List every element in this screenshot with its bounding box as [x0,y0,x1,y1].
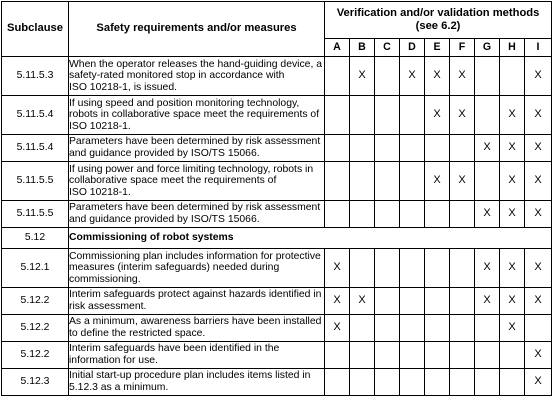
requirement-text [69,201,325,228]
method-mark-e [425,369,450,396]
method-mark-b [350,315,375,342]
method-mark-b [350,249,375,288]
requirement-line: and guidance provided by ISO/TS 15066. [69,148,260,159]
method-mark-a: X [325,288,350,315]
requirement-text [69,162,325,201]
method-mark-e: X [425,96,450,135]
method-mark-e [425,135,450,162]
header-verification [325,2,552,39]
requirement-line: Parameters have been determined by risk assessment [69,202,321,214]
method-mark-c [375,96,400,135]
method-mark-i: X [525,201,552,228]
method-mark-a [325,96,350,135]
requirement-line: When the operator releases the hand-guiding device, a [69,58,323,70]
requirement-line: collaborative space meet the requirements of [69,175,277,187]
method-mark-h: X [500,315,525,342]
table-row [2,315,552,342]
column-header-e: E [425,39,450,57]
column-header-b: B [350,39,375,57]
method-mark-i: X [525,57,552,96]
method-mark-i [525,315,552,342]
method-mark-h [500,342,525,369]
method-mark-h: X [500,288,525,315]
method-mark-d [400,342,425,369]
requirement-line: Interim safeguards protect against hazards identified in [69,289,322,301]
method-mark-f [450,315,475,342]
method-mark-d [400,288,425,315]
header-verification-line2: (see 6.2) [415,20,461,32]
column-header-a: A [325,39,350,57]
method-mark-b [350,201,375,228]
method-mark-d [400,162,425,201]
table-row [2,96,552,135]
requirement-text [69,342,325,369]
subclause-cell: 5.12 [2,228,69,249]
method-mark-a [325,162,350,201]
requirement-line: robots in collaborative space meet the requirements of [69,109,320,121]
requirement-text [69,288,325,315]
method-mark-g [475,315,500,342]
subclause-cell: 5.12.2 [2,315,69,342]
column-header-d: D [400,39,425,57]
requirement-line: risk assessment. [69,301,147,312]
method-mark-h: X [500,249,525,288]
requirement-text [69,135,325,162]
method-mark-d [400,249,425,288]
method-mark-h [500,369,525,396]
method-mark-c [375,249,400,288]
method-mark-g [475,369,500,396]
method-mark-h: X [500,162,525,201]
requirement-line: If using speed and position monitoring technology, [69,97,300,109]
method-mark-i: X [525,342,552,369]
subclause-cell: 5.12.3 [2,369,69,396]
method-mark-g [475,57,500,96]
method-mark-d [400,201,425,228]
column-header-f: F [450,39,475,57]
column-header-g: G [475,39,500,57]
method-mark-g [475,96,500,135]
method-mark-a [325,369,350,396]
table-row [2,135,552,162]
method-mark-d: X [400,57,425,96]
subclause-cell: 5.11.5.4 [2,96,69,135]
method-mark-d [400,369,425,396]
requirement-line: safety-rated monitored stop in accordance with [69,70,285,82]
method-mark-e [425,342,450,369]
method-mark-b [350,162,375,201]
table-row [2,57,552,96]
requirement-line: Parameters have been determined by risk assessment [69,136,321,148]
subclause-cell: 5.12.1 [2,249,69,288]
table-row [2,288,552,315]
method-mark-f: X [450,162,475,201]
requirement-text [69,369,325,396]
method-mark-b [350,342,375,369]
method-mark-f [450,288,475,315]
requirement-text [69,96,325,135]
method-mark-d [400,135,425,162]
method-mark-c [375,162,400,201]
requirement-text [69,57,325,96]
method-mark-a: X [325,249,350,288]
method-mark-b [350,135,375,162]
requirement-line: If using power and force limiting technology, robots in [69,163,314,175]
method-mark-f [450,249,475,288]
method-mark-f: X [450,57,475,96]
method-mark-b [350,96,375,135]
method-mark-b [350,369,375,396]
method-mark-e [425,288,450,315]
header-subclause: Subclause [2,2,69,57]
method-mark-a [325,342,350,369]
method-mark-h: X [500,96,525,135]
method-mark-f [450,201,475,228]
method-mark-i: X [525,162,552,201]
column-header-c: C [375,39,400,57]
requirement-line: information for use. [69,355,158,366]
requirement-text [69,249,325,288]
section-title: Commissioning of robot systems [69,228,552,249]
requirement-line: measures (interim safeguards) needed during [69,262,280,274]
table-row [2,249,552,288]
method-mark-e: X [425,162,450,201]
method-mark-a [325,135,350,162]
method-mark-a: X [325,315,350,342]
requirement-line: Commissioning plan includes information for protective [69,250,321,262]
method-mark-i: X [525,288,552,315]
method-mark-c [375,288,400,315]
method-mark-c [375,57,400,96]
column-header-i: I [525,39,552,57]
method-mark-d [400,315,425,342]
subclause-cell: 5.12.2 [2,288,69,315]
method-mark-f [450,369,475,396]
method-mark-c [375,369,400,396]
method-mark-g: X [475,249,500,288]
method-mark-g [475,162,500,201]
method-mark-g: X [475,288,500,315]
method-mark-h: X [500,201,525,228]
table-row [2,201,552,228]
method-mark-h [500,57,525,96]
requirement-line: commissioning. [69,273,141,285]
method-mark-e [425,201,450,228]
table-row [2,369,552,396]
method-mark-f: X [450,96,475,135]
requirement-line: As a minimum, awareness barriers have been installed [69,316,322,328]
requirement-text [69,315,325,342]
header-requirements: Safety requirements and/or measures [69,2,325,57]
subclause-cell: 5.11.5.3 [2,57,69,96]
method-mark-i: X [525,135,552,162]
subclause-cell: 5.11.5.4 [2,135,69,162]
method-mark-i: X [525,96,552,135]
requirement-line: ISO 10218-1. [69,120,131,132]
requirement-line: to define the restricted space. [69,328,206,339]
method-mark-e: X [425,57,450,96]
section-row [2,228,552,249]
method-mark-c [375,135,400,162]
subclause-cell: 5.11.5.5 [2,162,69,201]
method-mark-i: X [525,369,552,396]
method-mark-c [375,201,400,228]
method-mark-c [375,342,400,369]
method-mark-d [400,96,425,135]
method-mark-c [375,315,400,342]
column-header-h: H [500,39,525,57]
method-mark-f [450,135,475,162]
header-verification-line1: Verification and/or validation methods [336,7,540,19]
requirement-line: Interim safeguards have been identified in the [69,343,280,355]
method-mark-b: X [350,288,375,315]
method-mark-g: X [475,201,500,228]
subclause-cell: 5.11.5.5 [2,201,69,228]
table-row [2,162,552,201]
verification-table [1,1,552,396]
requirement-line: ISO 10218-1. [69,186,131,198]
method-mark-g: X [475,135,500,162]
method-mark-b: X [350,57,375,96]
requirement-line: Initial start-up procedure plan includes items listed in [69,370,311,382]
method-mark-h: X [500,135,525,162]
method-mark-g [475,342,500,369]
table-row [2,342,552,369]
method-mark-e [425,315,450,342]
subclause-cell: 5.12.2 [2,342,69,369]
requirement-line: 5.12.3 as a minimum. [69,382,169,393]
requirement-line: ISO 10218-1, is issued. [69,81,178,93]
method-mark-i: X [525,249,552,288]
method-mark-e [425,249,450,288]
method-mark-f [450,342,475,369]
requirement-line: and guidance provided by ISO/TS 15066. [69,214,260,225]
method-mark-a [325,201,350,228]
method-mark-a [325,57,350,96]
